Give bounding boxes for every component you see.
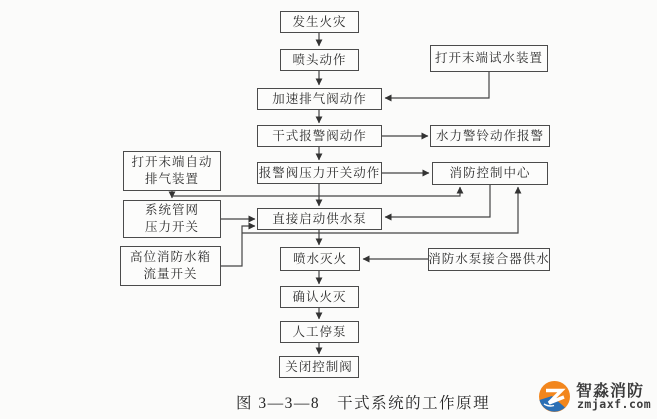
node-fire-control-center [432,162,548,185]
node-close-control-valve-label: 关闭控制阀 [285,359,353,374]
node-alarm-valve-pressure-switch-label: 报警阀压力开关动作 [258,165,381,180]
node-sprinkler-action [280,49,359,71]
node-accel-exhaust-valve [257,88,382,110]
arrow-tank-flow-switch-to-pump [221,226,255,266]
node-accel-exhaust-valve-label: 加速排气阀动作 [272,91,367,106]
node-dry-alarm-valve [257,125,382,147]
node-manual-stop-pump [280,321,359,343]
node-direct-start-pump-label: 直接启动供水泵 [272,211,367,226]
node-open-end-test-device [430,45,548,72]
node-alarm-valve-pressure-switch [257,162,382,184]
node-system-network-pressure-switch-line1: 系统管网 [144,203,199,218]
node-open-end-auto-exhaust-line2: 排气装置 [144,172,199,186]
node-system-network-pressure-switch-line2: 压力开关 [144,220,199,234]
node-high-tank-flow-switch-line2: 流量开关 [143,267,198,281]
node-confirm-fire-out [280,286,359,308]
node-hydraulic-bell-alarm [430,125,550,147]
node-open-end-auto-exhaust [123,151,221,191]
node-close-control-valve [279,356,359,378]
node-fire-occurs-label: 发生火灾 [292,14,347,29]
node-system-network-pressure-switch [123,200,221,238]
arrow-control-center-to-pump [385,185,490,217]
node-pump-adapter-supply [428,248,550,271]
watermark-brand: 智淼消防 [576,383,645,400]
node-manual-stop-pump-label: 人工停泵 [292,324,347,339]
node-fire-control-center-label: 消防控制中心 [449,166,531,181]
node-fire-occurs [280,11,359,33]
node-spray-extinguish [280,247,360,271]
node-dry-alarm-valve-label: 干式报警阀动作 [272,128,367,143]
watermark [538,378,653,416]
arrow-test-device-to-exhaust-valve [385,72,489,98]
node-high-tank-flow-switch [120,246,221,286]
node-open-end-test-device-label: 打开末端试水装置 [434,51,543,66]
node-high-tank-flow-switch-line1: 高位消防水箱 [129,250,211,265]
node-pump-adapter-supply-label: 消防水泵接合器供水 [428,252,550,267]
node-spray-extinguish-label: 喷水灭火 [292,251,347,266]
figure-caption: 图 3—3—8 干式系统的工作原理 [236,395,491,412]
node-hydraulic-bell-alarm-label: 水力警铃动作报警 [435,128,544,143]
node-confirm-fire-out-label: 确认火灭 [292,289,347,304]
zhimiao-logo-icon [538,380,571,413]
node-sprinkler-action-label: 喷头动作 [292,52,347,67]
node-open-end-auto-exhaust-line1: 打开末端自动 [131,155,213,170]
node-direct-start-pump [257,208,382,230]
watermark-domain: zmjaxf.com [577,397,652,411]
